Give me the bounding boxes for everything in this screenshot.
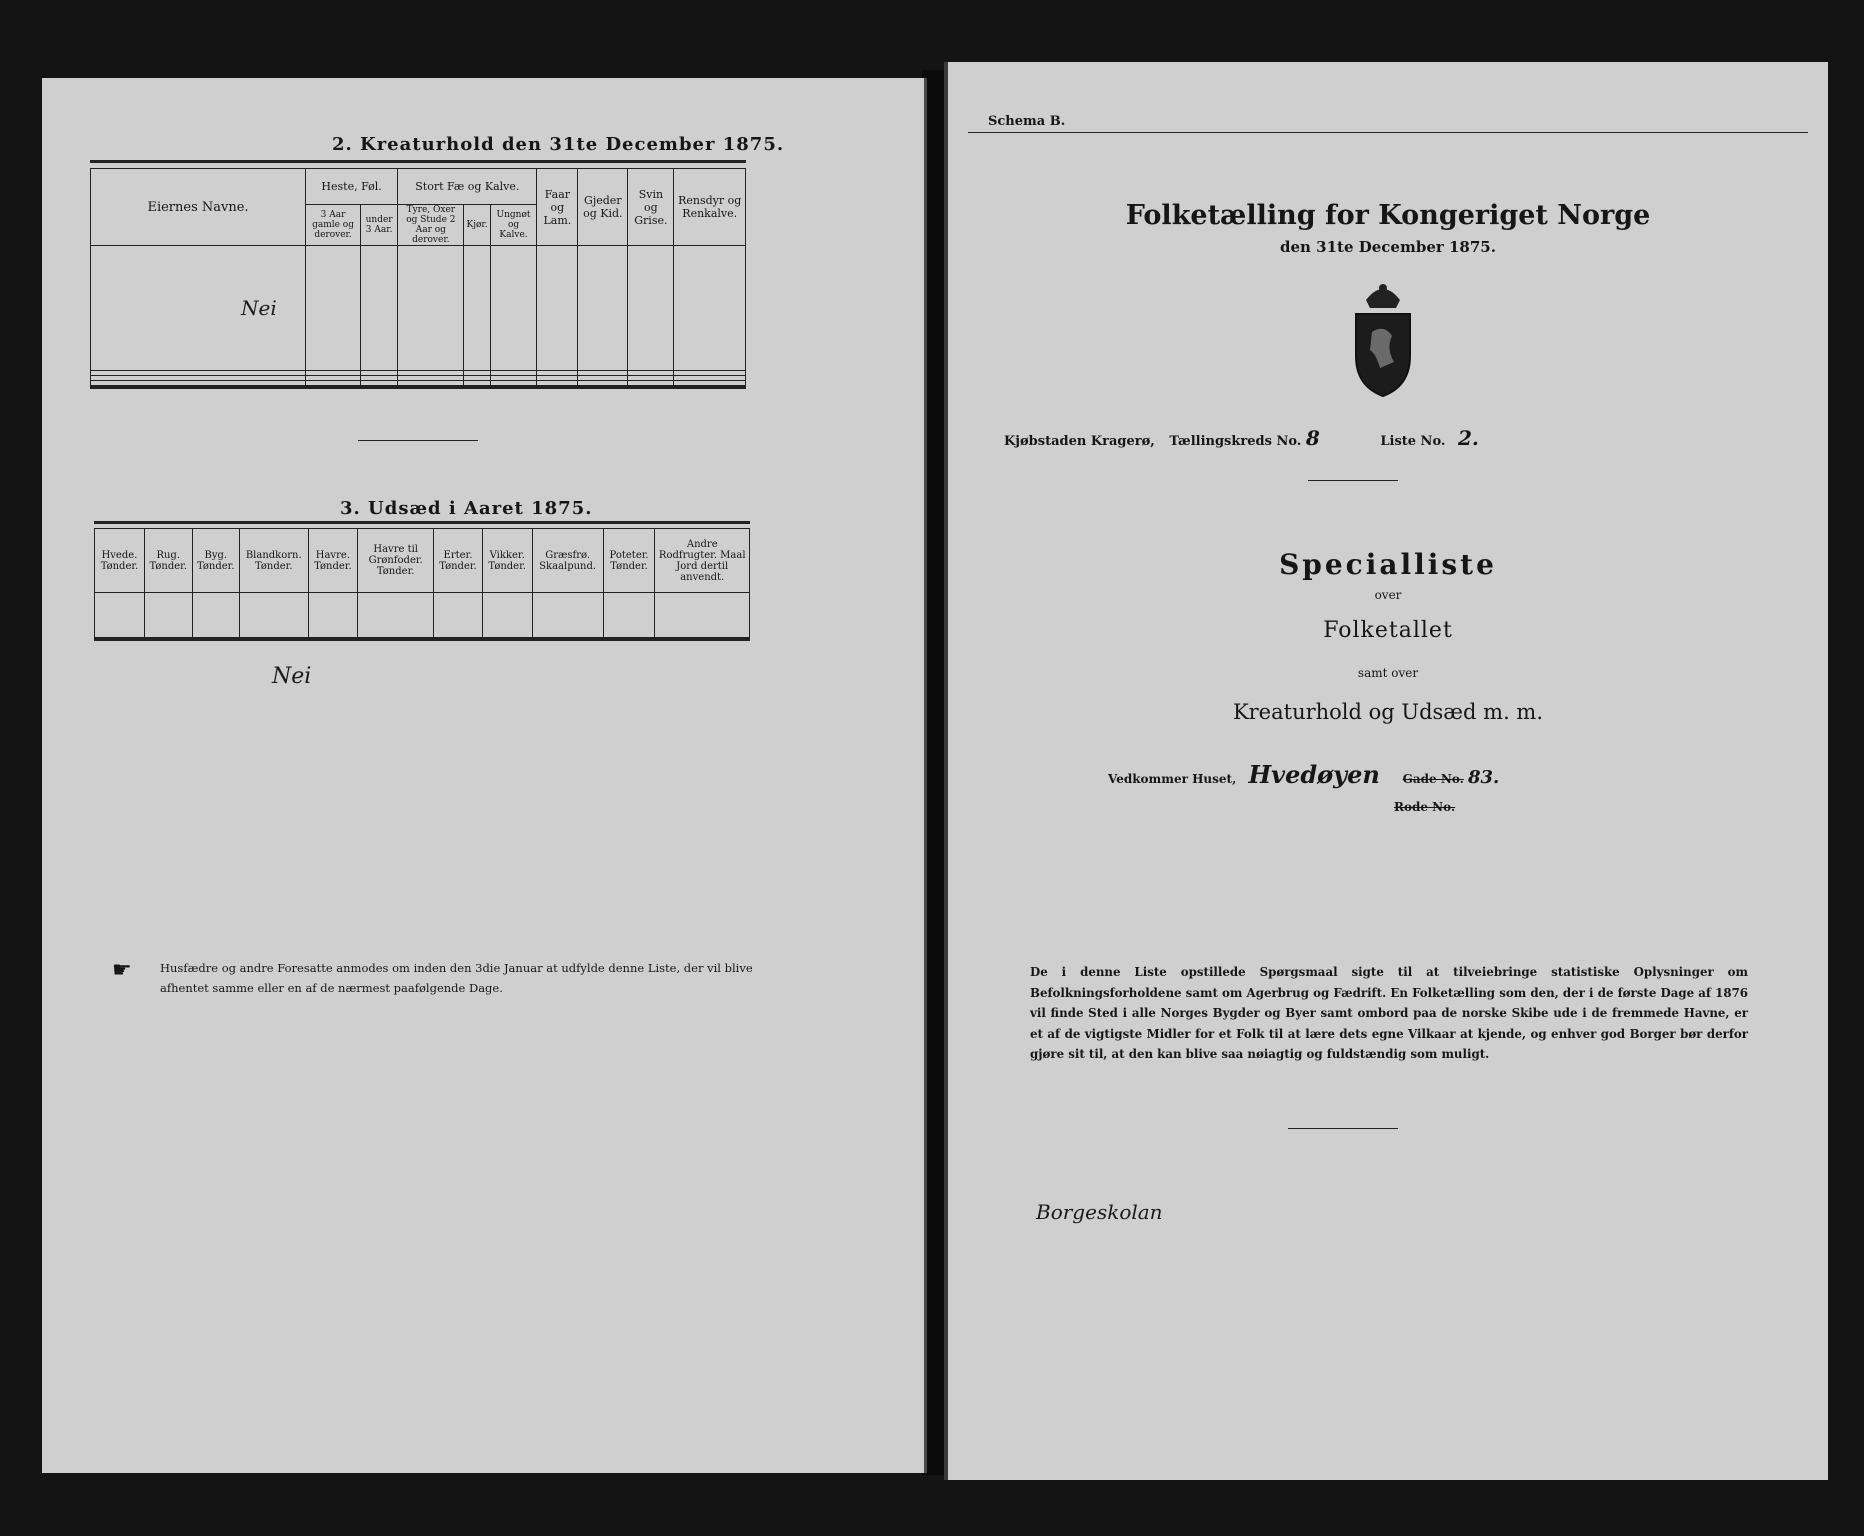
city-label: Kjøbstaden Kragerø, bbox=[1004, 434, 1155, 449]
main-title: Folketælling for Kongeriget Norge bbox=[1125, 200, 1651, 231]
census-explanation-text: De i denne Liste opstillede Spørgsmaal sigte til at tilveiebringe statistiske Oplysninger om Befolkningsforholdene samt om Agerbrug og Fædrift. En Folketælling som den, der i de første Dage af 1876 vil finde Sted i alle Norges Bygder og Byer samt ombord paa de norske Skibe ude i de fremmede Havne, er et af de vigtigste Midler for et Folk til at lære dets egne Vilkaar at kjende, og enhver god Borger bør derfor gjøre sit til, at den kan blive saa nøiagtig og fuldstændig som muligt. bbox=[1030, 965, 1748, 1061]
house-row bbox=[1108, 760, 1499, 789]
rule bbox=[90, 386, 746, 389]
col-oats: Havre. Tønder. bbox=[308, 529, 358, 593]
list-label: Liste No. bbox=[1380, 434, 1446, 449]
col-peas: Erter. Tønder. bbox=[434, 529, 483, 593]
col-green-fodder: Havre til Grønfoder. Tønder. bbox=[358, 529, 434, 593]
census-date: den 31te December 1875. bbox=[1280, 238, 1496, 256]
kreaturhold-label: Kreaturhold og Udsæd m. m. bbox=[1232, 700, 1544, 724]
specialliste-title: Specialliste bbox=[1279, 548, 1497, 581]
col-root-crops: Andre Rodfrugter. Maal Jord dertil anvendt. bbox=[655, 529, 750, 593]
notice-text: Husfædre og andre Foresatte anmodes om inden den 3die Januar at udfylde denne Liste, der vil blive afhentet samme eller en af de nærmest paafølgende Dage. bbox=[160, 961, 753, 995]
census-metadata-row bbox=[1004, 426, 1479, 450]
divider bbox=[1308, 480, 1398, 481]
livestock-entry: Nei bbox=[241, 296, 277, 320]
col-wheat: Hvede. Tønder. bbox=[95, 529, 145, 593]
sowing-table bbox=[94, 528, 750, 638]
col-reindeer: Rensdyr og Renkalve. bbox=[674, 169, 746, 246]
schema-label: Schema B. bbox=[988, 114, 1066, 129]
livestock-table bbox=[90, 168, 746, 386]
col-sheep: Faar og Lam. bbox=[537, 169, 578, 246]
col-grass-seed: Græsfrø. Skaalpund. bbox=[532, 529, 603, 593]
col-horse-young: under 3 Aar. bbox=[361, 205, 398, 246]
samt-over-label: samt over bbox=[1357, 666, 1419, 680]
over-label: over bbox=[1374, 588, 1402, 602]
horses-group: Heste, Føl. bbox=[306, 169, 398, 205]
owner-header: Eiernes Navne. bbox=[91, 169, 306, 246]
house-label: Vedkommer Huset, bbox=[1108, 772, 1237, 786]
rule bbox=[94, 638, 750, 641]
coat-of-arms-icon bbox=[1346, 282, 1420, 398]
col-rye: Rug. Tønder. bbox=[144, 529, 192, 593]
section-3-title: 3. Udsæd i Aaret 1875. bbox=[340, 498, 593, 519]
sowing-entry: Nei bbox=[272, 664, 312, 689]
col-cows: Kjør. bbox=[464, 205, 490, 246]
gade-value: 83. bbox=[1468, 767, 1500, 788]
rule bbox=[94, 521, 750, 524]
faint-rule bbox=[968, 132, 1808, 133]
col-bulls: Tyre, Oxer og Stude 2 Aar og derover. bbox=[398, 205, 464, 246]
section-2-title: 2. Kreaturhold den 31te December 1875. bbox=[332, 134, 785, 155]
cattle-group: Stort Fæ og Kalve. bbox=[398, 169, 537, 205]
left-page bbox=[42, 78, 927, 1473]
right-page bbox=[944, 62, 1828, 1480]
col-mixed-grain: Blandkorn. Tønder. bbox=[239, 529, 308, 593]
col-goats: Gjeder og Kid. bbox=[578, 169, 628, 246]
rode-label: Rode No. bbox=[1394, 800, 1456, 814]
divider bbox=[358, 440, 478, 441]
gade-label: Gade No. bbox=[1402, 772, 1464, 786]
district-label: Tællingskreds No. bbox=[1169, 434, 1302, 449]
pointing-hand-icon: ☛ bbox=[112, 958, 132, 983]
col-young-cattle: Ungnøt og Kalve. bbox=[490, 205, 537, 246]
divider bbox=[1288, 1128, 1398, 1129]
col-pigs: Svin og Grise. bbox=[628, 169, 674, 246]
folketallet-label: Folketallet bbox=[1323, 618, 1453, 643]
signature: Borgeskolan bbox=[1036, 1200, 1163, 1224]
col-horse-adult: 3 Aar gamle og derover. bbox=[306, 205, 361, 246]
col-potatoes: Poteter. Tønder. bbox=[603, 529, 655, 593]
col-barley: Byg. Tønder. bbox=[192, 529, 239, 593]
rule bbox=[90, 160, 746, 163]
district-value: 8 bbox=[1305, 426, 1320, 450]
house-value: Hvedøyen bbox=[1248, 760, 1380, 789]
col-vetch: Vikker. Tønder. bbox=[482, 529, 532, 593]
list-value: 2. bbox=[1457, 426, 1479, 450]
